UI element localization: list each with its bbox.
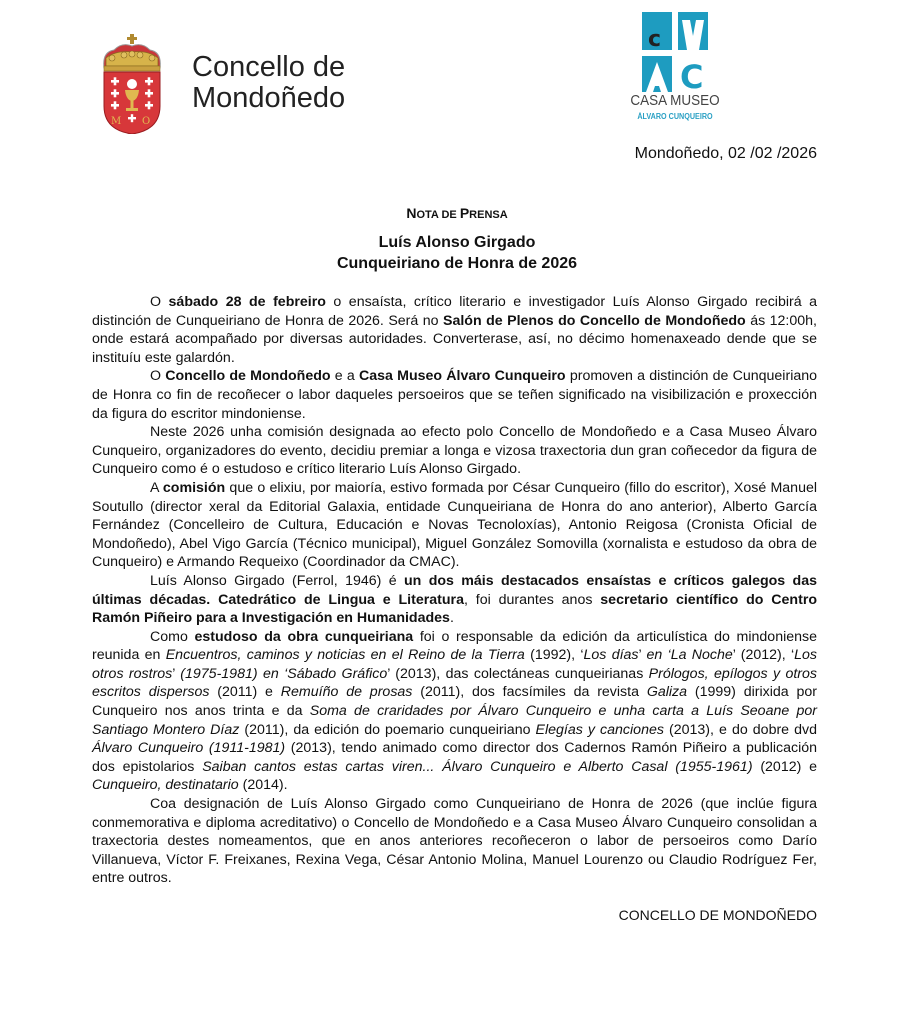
text: ás 12:00h, onde estará acompañado por diversas autoridades. Converterase, así, no décimo homenaxeado dende que se instituíu este galardón. [92, 312, 817, 366]
paragraph-1 [92, 293, 817, 367]
doc-type-rensa: RENSA [469, 209, 508, 221]
book-title: Álvaro Cunqueiro (1911-1981) [92, 740, 286, 757]
cmac-logo-icon [642, 12, 708, 92]
text: (2014). [238, 777, 288, 794]
book-title: Encuentros, caminos y noticias en el Reino de la Tierra [165, 647, 525, 664]
paragraph-3 [92, 423, 817, 479]
casa-museo-subtitle: ÁLVARO CUNQUEIRO [637, 112, 713, 121]
text: A [150, 479, 163, 496]
book-title: Cunqueiro, destinatario [92, 777, 239, 794]
text: ’ [172, 665, 181, 682]
text: promoven a distinción de Cunqueiriano de Honra co fin de recoñecer o labor daqueles persoeiros que se teñen significado na visibilización e proxección da figura do escritor mindoniense. [92, 368, 818, 422]
bold-text: comisión [162, 479, 226, 496]
text: , foi durantes anos [463, 591, 601, 608]
title-line-2: Cunqueiriano de Honra de 2026 [336, 255, 578, 272]
text: (2013), e do dobre dvd [663, 721, 818, 738]
bold-text: Casa Museo Álvaro Cunqueiro [359, 368, 566, 385]
text: Como [150, 628, 195, 645]
concello-name-line2: Mondoñedo [192, 82, 346, 114]
book-title: Galiza [646, 684, 688, 701]
text: (1992), ‘ [524, 647, 584, 664]
bold-text: un dos máis destacados ensaístas e críticos galegos das últimas décadas. Catedrático de Lingua e Literatura [92, 572, 817, 608]
text: que o elixiu, por maioría, estivo formada por César Cunqueiro (fillo do escritor), Xosé Manuel Soutullo (director xeral da Editorial Galaxia, entidade Cunqueiriana de Honra do ano anterior), Alberto García Fernández (Concelleiro de Cultura, Educación e Novas Tecnoloxías), Antonio Reigosa (Cronista Oficial de Mondoñedo), Abel Vigo García (Técnico municipal), Miguel González Somovilla (xornalista e estudoso da obra de Cunqueiro) e Armando Requeixo (Coordinador da CMAC). [92, 479, 818, 571]
signature: CONCELLO DE MONDOÑEDO [618, 907, 817, 923]
concello-name-line1: Concello de [192, 51, 346, 83]
text: (2011), dos facsímiles da revista [412, 684, 647, 701]
paragraph-5 [92, 572, 817, 628]
bold-text: secretario científico do Centro Ramón Piñeiro para a Investigación en Humanidades [92, 591, 818, 627]
bold-text: estudoso da obra cunqueiriana [194, 628, 414, 645]
bold-text: sábado 28 de febreiro [168, 294, 326, 310]
title-line-1: Luís Alonso Girgado [378, 234, 536, 251]
paragraph-4 [92, 479, 817, 572]
press-release-body [92, 293, 817, 888]
text: e a [330, 368, 359, 385]
book-title: Soma de craridades por Álvaro Cunqueiro e unha carta a Luís Seoane por Santiago Montero Díaz [92, 703, 817, 738]
book-title: Prólogos, epílogos y otros escritos dispersos [92, 665, 818, 701]
text: foi o responsable da edición da articulística do mindoniense reunida en [92, 628, 817, 664]
text: . [449, 610, 454, 627]
text: (1999) dirixida por Cunqueiro nos anos trinta e da [92, 684, 817, 720]
svg-text:C: C [680, 58, 704, 92]
book-title: en ‘La Noche [646, 647, 733, 664]
document-type-heading [0, 205, 914, 221]
text: o ensaísta, crítico literario e investigador Luís Alonso Girgado recibirá a distinción de Cunqueiriano de Honra de 2026. Será no [92, 294, 817, 329]
text: (2011) e [209, 684, 281, 701]
doc-type-n: N [406, 205, 417, 221]
book-title: Los otros rostros [92, 647, 818, 682]
date-line: Mondoñedo, 02 /02 /2026 [634, 145, 817, 162]
svg-text:O: O [142, 116, 151, 127]
casa-museo-logo [620, 8, 730, 128]
bold-text: Concello de Mondoñedo [165, 368, 331, 385]
text: Coa designación de Luís Alonso Girgado como Cunqueiriano de Honra de 2026 (que inclúe figura conmemorativa e diploma acreditativo) o Concello de Mondoñedo e a Casa Museo Álvaro Cunqueiro consolidan a traxectoria destes nomeamentos, que en anos anteriores recoñeceron o labor de persoeiros como Darío Villanueva, Víctor F. Freixanes, Rexina Vega, César Antonio Molina, Manuel Lourenzo ou Claudio Rodríguez Fer, entre outros. [92, 796, 817, 887]
coat-of-arms-icon [98, 34, 166, 134]
book-title: Remuíño de prosas [280, 684, 413, 701]
svg-text:M: M [111, 116, 122, 127]
casa-museo-name: CASA MUSEO [630, 92, 720, 109]
paragraph-7 [92, 795, 817, 888]
paragraph-6 [92, 628, 817, 795]
paragraph-2 [92, 367, 817, 423]
text: O [150, 294, 169, 310]
book-title: (1975-1981) en ‘Sábado Gráfico [180, 665, 388, 682]
text: Neste 2026 unha comisión designada ao efecto polo Concello de Mondoñedo e a Casa Museo Álvaro Cunqueiro, organizadores do evento, decidiu premiar a longa e vizosa traxectoria dun gran coñecedor da figura de Cunqueiro como é o estudoso e crítico literario Luís Alonso Girgado. [92, 424, 817, 478]
concello-logo [98, 34, 388, 134]
bold-text: Salón de Plenos do Concello de Mondoñedo [443, 312, 746, 329]
doc-type-p: P [459, 205, 470, 221]
text: (2013), tendo animado como director dos Cadernos Ramón Piñeiro a publicación dos epistolarios [92, 740, 818, 775]
doc-type-ota: OTA DE [416, 209, 460, 221]
concello-name [192, 52, 345, 114]
text: ’ (2012), ‘ [732, 647, 795, 664]
text: Luís Alonso Girgado (Ferrol, 1946) é [150, 572, 404, 589]
text: (2011), da edición do poemario cunqueiriano [239, 721, 536, 738]
book-title: Los días [583, 647, 639, 664]
text: ’ (2013), das colectáneas cunqueirianas [387, 665, 649, 682]
text: (2012) e [752, 758, 817, 775]
text: O [150, 368, 166, 385]
text: ’ [638, 647, 647, 664]
svg-text:c: c [648, 27, 662, 52]
book-title: Elegías y canciones [535, 721, 664, 738]
book-title: Saiban cantos estas cartas viren... Álvaro Cunqueiro e Alberto Casal (1955-1961) [202, 758, 753, 775]
